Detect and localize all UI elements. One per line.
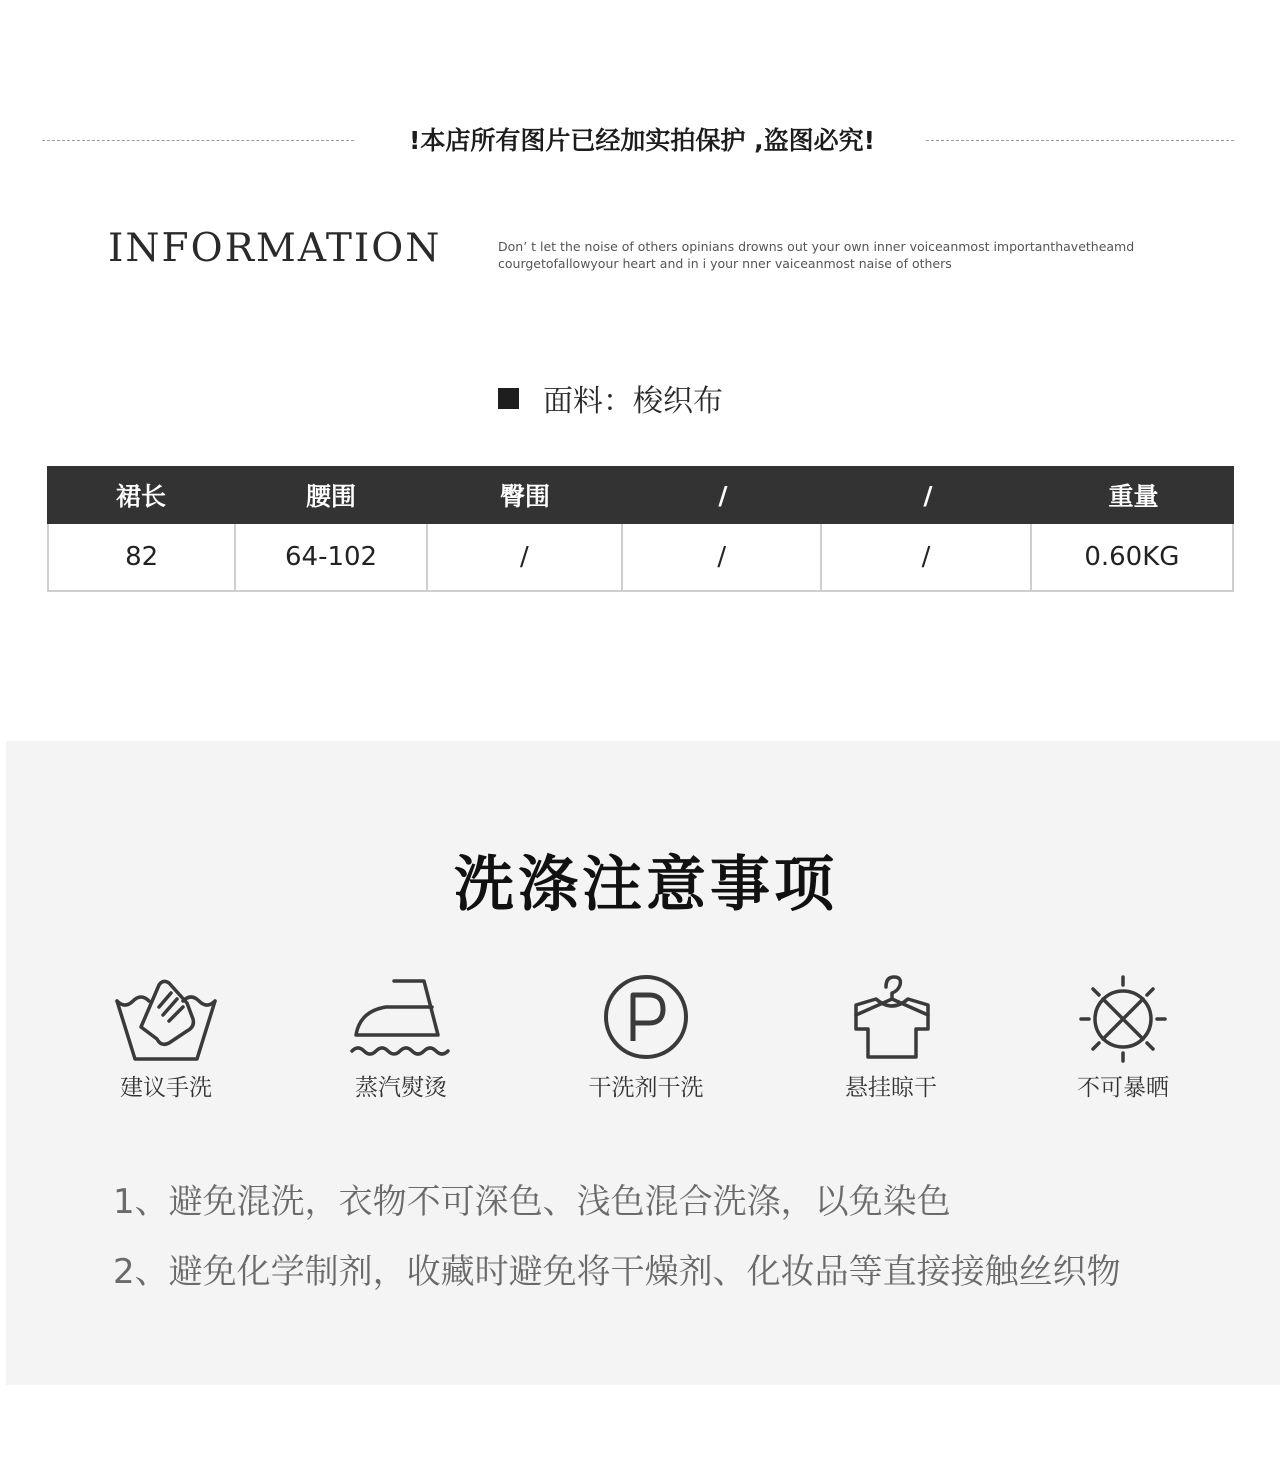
care-label-no-sun: 不可暴晒 bbox=[1077, 1075, 1169, 1101]
washing-note-1: 1、避免混洗，衣物不可深色、浅色混合洗涤，以免染色 bbox=[113, 1182, 951, 1222]
care-label-dry-clean: 干洗剂干洗 bbox=[588, 1075, 704, 1101]
cell-blank-2: / bbox=[822, 524, 1031, 590]
washing-note-2: 2、避免化学制剂，收藏时避免将干燥剂、化妆品等直接接触丝织物 bbox=[113, 1252, 1121, 1292]
cell-weight: 0.60KG bbox=[1084, 542, 1180, 572]
dry-clean-p-icon bbox=[591, 973, 701, 1065]
quote-line-1: Don’ t let the noise of others opinians drowns out your own inner voiceanmost importanthavetheamd bbox=[498, 239, 1135, 254]
fabric-info bbox=[498, 380, 723, 419]
care-label-hand-wash: 建议手洗 bbox=[120, 1075, 212, 1101]
no-sun-exposure-icon bbox=[1068, 973, 1178, 1065]
square-bullet-icon bbox=[498, 388, 519, 409]
fabric-text: 面料：梭织布 bbox=[543, 384, 723, 419]
size-table-row bbox=[47, 524, 1234, 592]
care-item-hand-wash bbox=[76, 973, 256, 1102]
washing-instructions-panel bbox=[6, 741, 1280, 1385]
steam-iron-icon bbox=[346, 973, 456, 1065]
information-quote bbox=[498, 238, 1198, 272]
size-table-header bbox=[47, 466, 1234, 524]
washing-title: 洗涤注意事项 bbox=[454, 850, 838, 920]
cell-hip: / bbox=[428, 524, 623, 590]
information-heading: INFORMATION bbox=[108, 226, 442, 271]
care-item-no-sun bbox=[1033, 973, 1213, 1102]
cell-blank-1: / bbox=[623, 524, 822, 590]
cell-waist: 64-102 bbox=[236, 524, 427, 590]
hang-dry-icon bbox=[836, 973, 946, 1065]
header-waist: 腰围 bbox=[305, 482, 356, 511]
care-item-hang-dry bbox=[801, 973, 981, 1102]
hand-wash-icon bbox=[111, 973, 221, 1065]
dashed-divider-left bbox=[42, 140, 354, 141]
header-hip: 臀围 bbox=[499, 482, 550, 511]
dashed-divider-right bbox=[926, 140, 1234, 141]
header-skirt-length: 裙长 bbox=[115, 482, 166, 511]
size-table bbox=[47, 466, 1234, 592]
quote-line-2: courgetofallowyour heart and in i your nner vaiceanmost naise of others bbox=[498, 256, 952, 271]
header-weight: 重量 bbox=[1108, 482, 1159, 511]
copyright-notice bbox=[42, 118, 1234, 158]
copyright-notice-text: !本店所有图片已经加实拍保护 ,盗图必究! bbox=[408, 126, 875, 155]
care-item-dry-clean bbox=[556, 973, 736, 1102]
header-blank-1: / bbox=[718, 480, 728, 510]
cell-skirt-length: 82 bbox=[49, 524, 236, 590]
care-label-hang-dry: 悬挂晾干 bbox=[845, 1075, 937, 1101]
header-blank-2: / bbox=[923, 480, 933, 510]
care-label-steam-iron: 蒸汽熨烫 bbox=[355, 1075, 447, 1101]
care-item-steam-iron bbox=[311, 973, 491, 1102]
